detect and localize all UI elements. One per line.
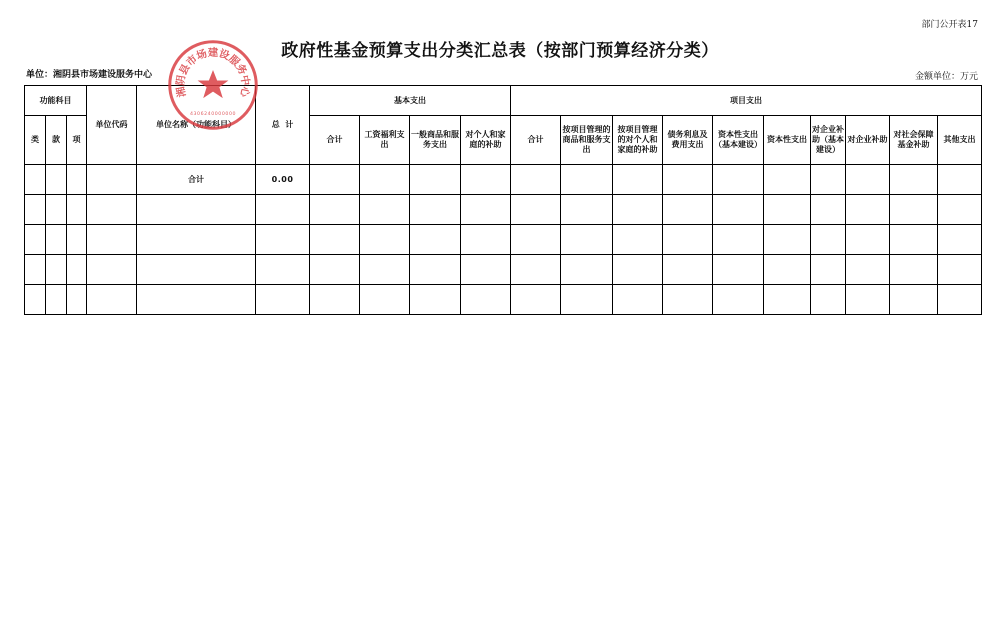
unit-code-header: 单位代码 — [87, 86, 137, 165]
form-id: 部门公开表17 — [921, 20, 978, 30]
table-row — [25, 285, 982, 315]
table-row — [25, 225, 982, 255]
basic-expense-header: 基本支出 — [310, 86, 511, 116]
project-sum-header: 合计 — [511, 116, 561, 165]
project-goods-header: 按项目管理的商品和服务支出 — [561, 116, 613, 165]
row-unit-name: 合计 — [137, 165, 256, 195]
row-total: 0.00 — [256, 165, 310, 195]
row-total — [256, 285, 310, 315]
basic-personal-header: 对个人和家庭的补助 — [461, 116, 511, 165]
category-header: 类 — [25, 116, 46, 165]
table-row — [25, 195, 982, 225]
row-unit-name — [137, 255, 256, 285]
unit-name-header: 单位名称（功能科目） — [137, 86, 256, 165]
project-capital-infra-header: 资本性支出（基本建设） — [713, 116, 764, 165]
project-personal-header: 按项目管理的对个人和家庭的补助 — [613, 116, 663, 165]
project-debt-header: 债务利息及费用支出 — [663, 116, 713, 165]
seal-text: 湘阴县市场建设服务中心 — [174, 47, 252, 99]
project-enterprise-infra-header: 对企业补助（基本建设） — [811, 116, 846, 165]
project-capital-header: 资本性支出 — [764, 116, 811, 165]
seal-serial: 4306240000000 — [189, 112, 237, 118]
total-header: 总 计 — [256, 86, 310, 165]
row-total — [256, 195, 310, 225]
seal-star-icon — [198, 70, 229, 98]
row-unit-name — [137, 285, 256, 315]
func-subject-header: 功能科目 — [25, 86, 87, 116]
basic-salary-header: 工资福利支出 — [360, 116, 410, 165]
basic-goods-header: 一般商品和服务支出 — [410, 116, 461, 165]
table-row — [25, 165, 982, 195]
row-unit-name — [137, 195, 256, 225]
project-expense-header: 项目支出 — [511, 86, 982, 116]
unit-label: 单位：湘阴县市场建设服务中心 — [26, 70, 153, 80]
row-unit-name — [137, 225, 256, 255]
official-seal — [166, 38, 260, 132]
row-total — [256, 255, 310, 285]
basic-sum-header: 合计 — [310, 116, 360, 165]
project-social-header: 对社会保障基金补助 — [890, 116, 938, 165]
row-total — [256, 225, 310, 255]
project-other-header: 其他支出 — [938, 116, 982, 165]
amount-unit: 金额单位：万元 — [914, 72, 978, 82]
project-enterprise-header: 对企业补助 — [846, 116, 890, 165]
item-header: 项 — [67, 116, 87, 165]
table-row — [25, 255, 982, 285]
page-title: 政府性基金预算支出分类汇总表（按部门预算经济分类） — [281, 41, 719, 61]
section-header: 款 — [46, 116, 67, 165]
